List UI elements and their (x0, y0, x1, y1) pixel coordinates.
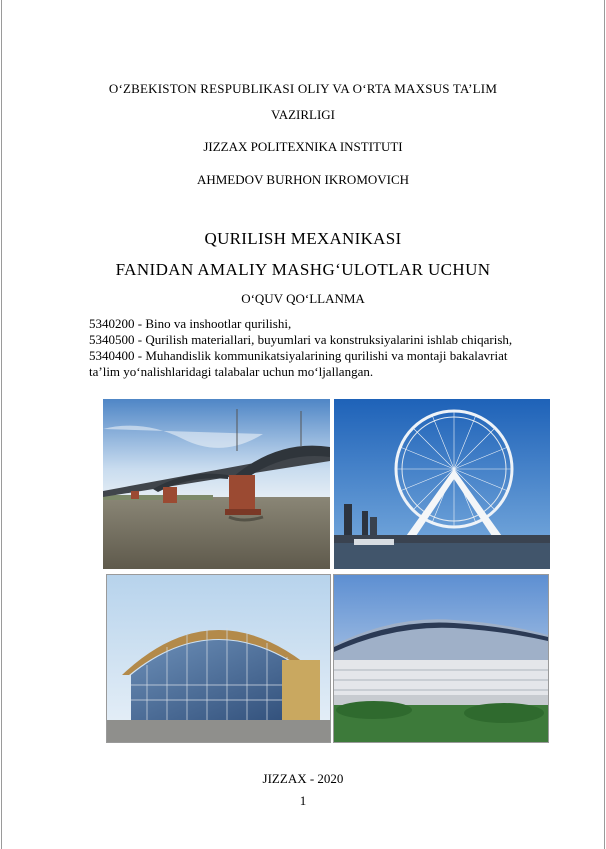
specialty-line-1: 5340200 - Bino va inshootlar qurilishi, (89, 316, 292, 331)
book-subtitle: O‘QUV QO‘LLANMA (241, 291, 365, 306)
specialty-line-2: 5340500 - Qurilish materiallari, buyumlari va konstruksiyalarini ishlab chiqarish, (89, 332, 513, 347)
stadium-photo (333, 574, 549, 743)
page-number: 1 (299, 793, 307, 808)
arched-building-photo (106, 574, 331, 743)
city-year: JIZZAX - 2020 (262, 771, 344, 786)
institute-name: JIZZAX POLITEXNIKA INSTITUTI (203, 139, 403, 154)
ministry-name-line2: VAZIRLIGI (270, 107, 336, 122)
ferris-wheel-bridge-photo (334, 399, 550, 569)
author-name: AHMEDOV BURHON IKROMOVICH (196, 172, 410, 187)
book-title-line2: FANIDAN AMALIY MASHG‘ULOTLAR UCHUN (115, 260, 491, 279)
specialty-line-3: 5340400 - Muhandislik kommunikatsiyalarining qurilishi va montaji bakalavriat (89, 348, 508, 363)
book-title-line1: QURILISH MEXANIKASI (204, 229, 402, 248)
ministry-name-line1: O‘ZBEKISTON RESPUBLIKASI OLIY VA O‘RTA MAXSUS TA’LIM (108, 81, 498, 96)
specialty-line-4: ta’lim yo‘nalishlaridagi talabalar uchun mo‘ljallangan. (89, 364, 374, 379)
bridge-photo (103, 399, 330, 569)
